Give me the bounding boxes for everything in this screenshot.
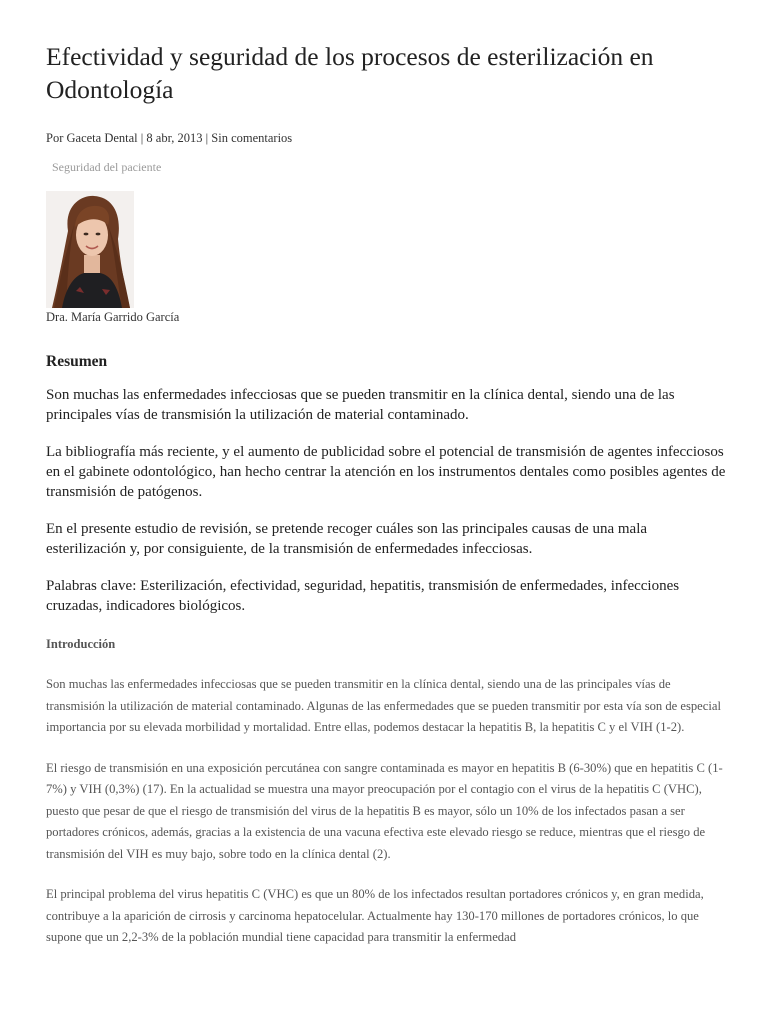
byline-prefix: Por — [46, 131, 67, 145]
body-paragraph: El principal problema del virus hepatitis C (VHC) es que un 80% de los infectados resultan portadores crónicos y, en gran medida, contribuye a la aparición de cirrosis y carcinoma hepatocelular. Actualmente hay 130-170 millones de portadores crónicos, lo que supone que un 2,2-3% de la población mundial tiene capacidad para transmitir la enfermedad — [46, 887, 704, 944]
author-photo — [46, 191, 134, 308]
article — [46, 40, 726, 949]
publish-date: 8 abr, 2013 — [146, 131, 203, 145]
introduction-section — [46, 637, 726, 949]
byline-separator: | — [202, 131, 212, 145]
summary-paragraph: La bibliografía más reciente, y el aumento de publicidad sobre el potencial de transmisión de agentes infecciosos en el gabinete odontológico, han hecho centrar la atención en los instrumentos dentales como posibles agentes de transmisión de patógenos. — [46, 444, 726, 500]
summary-paragraph: Son muchas las enfermedades infecciosas que se pueden transmitir en la clínica dental, siendo una de las principales vías de transmisión la utilización de material contaminado. — [46, 387, 675, 423]
introduction-heading: Introducción — [46, 637, 116, 651]
author-link[interactable]: Gaceta Dental — [66, 131, 138, 145]
category-tag[interactable]: Seguridad del paciente — [52, 160, 162, 174]
article-title: Efectividad y seguridad de los procesos de esterilización en Odontología — [46, 42, 654, 104]
byline-separator: | — [137, 131, 147, 145]
summary-paragraph: En el presente estudio de revisión, se pretende recoger cuáles son las principales causas de una mala esterilización y, por consiguiente, de la transmisión de enfermedades infecciosas. — [46, 521, 648, 557]
summary-section — [46, 353, 726, 616]
article-byline — [46, 130, 726, 146]
body-paragraph: El riesgo de transmisión en una exposición percutánea con sangre contaminada es mayor en hepatitis B (6-30%) que en hepatitis C (1-7%) y VIH (0,3%) (17). En la actualidad se muestra una mayor preocupación por el contagio con el virus de la hepatitis C (VHC), puesto que pesar de que el riesgo de transmisión del virus de la hepatitis B es mayor, sólo un 10% de los infectados pasan a ser portadores crónicos, además, gracias a la existencia de una vacuna efectiva este elevado riesgo se reduce, mientras que el riesgo de transmisión del VIH es muy bajo, sobre todo en la clínica dental (2). — [46, 760, 723, 861]
comments-link[interactable]: Sin comentarios — [211, 131, 293, 145]
photo-caption: Dra. María Garrido García — [46, 310, 180, 324]
summary-heading: Resumen — [46, 353, 108, 370]
body-paragraph: Son muchas las enfermedades infecciosas que se pueden transmitir en la clínica dental, siendo una de las principales vías de transmisión la utilización de material contaminado. Algunas de las enfermedades que se pueden transmitir por esta vía son de especial importancia por su elevada morbilidad y mortalidad. Entre ellas, podemos destacar la hepatitis B, la hepatitis C y el VIH (1-2). — [46, 677, 721, 734]
keywords-paragraph: Palabras clave: Esterilización, efectividad, seguridad, hepatitis, transmisión de enfermedades, infecciones cruzadas, indicadores biológicos. — [46, 578, 680, 614]
